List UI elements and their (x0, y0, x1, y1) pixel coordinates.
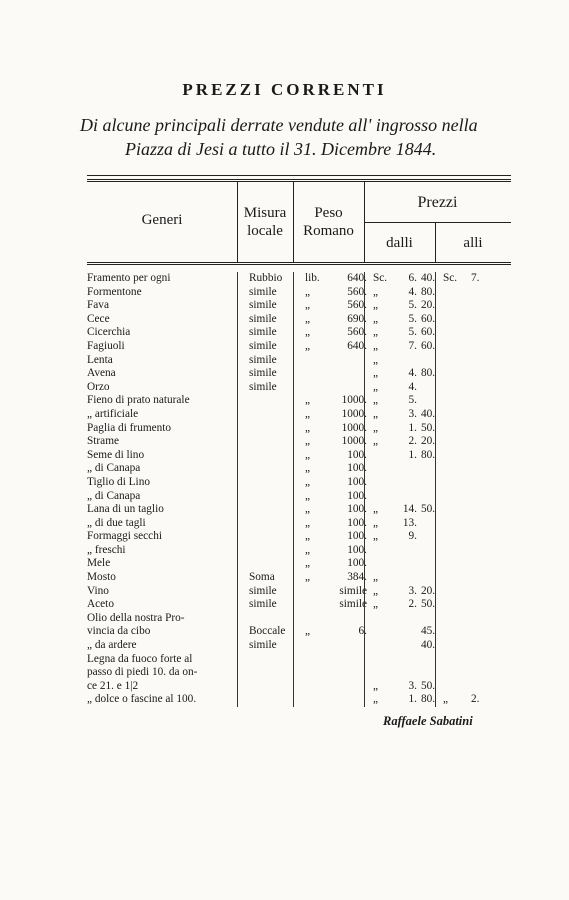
cell-dalli-scudi: 2. (408, 435, 417, 448)
table-row (87, 680, 511, 694)
cell-misura: simile (249, 339, 277, 352)
cell-peso: 560. (347, 285, 367, 298)
cell-genere: „ dolce o fascine al 100. (87, 693, 197, 706)
cell-dalli-ditto: „ (373, 584, 379, 597)
cell-dalli-baiocchi: 60. (421, 312, 436, 325)
cell-dalli-ditto: „ (373, 435, 379, 448)
cell-dalli-baiocchi: 80. (421, 285, 436, 298)
cell-genere: Vino (87, 584, 109, 597)
cell-dalli-baiocchi: 40. (421, 272, 436, 284)
cell-genere: passo di piedi 10. da on- (87, 666, 198, 679)
cell-dalli-ditto: „ (373, 407, 379, 420)
cell-peso: 560. (347, 299, 367, 312)
page-subtitle (80, 113, 520, 161)
cell-misura: simile (249, 353, 277, 366)
cell-peso-ditto: „ (305, 435, 311, 448)
header-misura-line2: locale (247, 223, 283, 239)
cell-genere: Tiglio di Lino (87, 475, 150, 488)
cell-genere: Legna da fuoco forte al (87, 652, 193, 665)
cell-peso-ditto: „ (305, 448, 311, 461)
cell-dalli-ditto: „ (373, 312, 379, 325)
cell-peso: 100. (347, 489, 367, 502)
price-table (87, 175, 511, 707)
cell-dalli-baiocchi: 40. (421, 407, 436, 420)
table-row (87, 435, 511, 449)
cell-dalli-scudi: 4. (408, 380, 417, 393)
header-prezzi: Prezzi (417, 194, 458, 211)
cell-dalli-ditto: „ (373, 679, 379, 692)
cell-dalli-baiocchi: 50. (421, 421, 436, 434)
table-row (87, 340, 511, 354)
subtitle-line-2: Piazza di Jesi a tutto il 31. Dicembre 1844. (125, 139, 437, 159)
cell-dalli-scudi: 13. (402, 516, 417, 529)
table-top-rule (87, 175, 511, 176)
cell-genere: „ freschi (87, 543, 126, 556)
table-row (87, 571, 511, 585)
cell-misura: simile (249, 639, 277, 652)
table-row (87, 422, 511, 436)
cell-genere: „ di Canapa (87, 462, 141, 475)
table-row (87, 625, 511, 639)
cell-peso-ditto: „ (305, 421, 311, 434)
cell-peso-ditto: „ (305, 543, 311, 556)
cell-genere: Paglia di frumento (87, 421, 172, 434)
cell-genere: Cece (87, 312, 110, 325)
cell-peso-ditto: „ (305, 625, 311, 638)
cell-peso: 100. (347, 462, 367, 475)
table-row (87, 598, 511, 612)
cell-alli-ditto: Sc. (443, 272, 458, 284)
cell-dalli-scudi: 2. (408, 598, 417, 611)
cell-dalli-baiocchi: 20. (421, 435, 436, 448)
signature: Raffaele Sabatini (383, 714, 473, 728)
cell-genere: Framento per ogni (87, 272, 171, 284)
cell-dalli-scudi: 4. (408, 285, 417, 298)
cell-misura: simile (249, 285, 277, 298)
header-misura (237, 204, 293, 240)
cell-dalli-scudi: 14. (402, 503, 417, 516)
cell-peso: 640. (347, 339, 367, 352)
header-peso-line2: Romano (303, 223, 354, 239)
column-rule (364, 272, 365, 707)
cell-misura: Rubbio (249, 272, 283, 284)
cell-dalli-ditto: „ (373, 693, 379, 706)
cell-peso: 640. (347, 272, 367, 284)
cell-dalli-ditto: „ (373, 516, 379, 529)
cell-peso-ditto: „ (305, 326, 311, 339)
table-row (87, 381, 511, 395)
cell-peso-ditto: „ (305, 571, 311, 584)
table-row (87, 408, 511, 422)
cell-alli-scudi: 7. (471, 272, 480, 284)
table-row (87, 367, 511, 381)
cell-dalli-ditto: „ (373, 326, 379, 339)
cell-genere: Aceto (87, 598, 114, 611)
cell-genere: Olio della nostra Pro- (87, 611, 185, 624)
cell-genere: Formaggi secchi (87, 530, 162, 543)
table-row (87, 612, 511, 626)
cell-dalli-baiocchi: 60. (421, 339, 436, 352)
cell-genere: ce 21. e 1|2 (87, 679, 139, 692)
cell-peso-ditto: „ (305, 462, 311, 475)
cell-dalli-ditto: „ (373, 421, 379, 434)
cell-peso: 100. (347, 530, 367, 543)
cell-peso: 100. (347, 503, 367, 516)
cell-misura: simile (249, 299, 277, 312)
table-row (87, 299, 511, 313)
cell-peso-ditto: lib. (305, 272, 320, 284)
subtitle-line-1: Di alcune principali derrate vendute all' ingrosso nella (80, 115, 478, 135)
table-row (87, 517, 511, 531)
cell-peso: 100. (347, 516, 367, 529)
cell-peso: 100. (347, 557, 367, 570)
cell-dalli-baiocchi: 80. (421, 448, 436, 461)
header-misura-line1: Misura (243, 205, 287, 221)
cell-peso-ditto: „ (305, 516, 311, 529)
cell-dalli-scudi: 5. (408, 326, 417, 339)
cell-genere: Orzo (87, 380, 110, 393)
cell-dalli-ditto: „ (373, 299, 379, 312)
cell-genere: Cicerchia (87, 326, 131, 339)
cell-dalli-scudi: 3. (408, 407, 417, 420)
header-dalli: dalli (386, 235, 413, 251)
cell-dalli-baiocchi: 50. (421, 503, 436, 516)
cell-dalli-ditto: Sc. (373, 272, 388, 284)
cell-genere: „ di Canapa (87, 489, 141, 502)
cell-dalli-baiocchi: 45. (421, 625, 436, 638)
cell-dalli-baiocchi: 80. (421, 367, 436, 380)
cell-peso: simile (339, 598, 367, 611)
cell-dalli-baiocchi: 60. (421, 326, 436, 339)
table-row (87, 449, 511, 463)
table-row (87, 326, 511, 340)
cell-dalli-scudi: 5. (408, 312, 417, 325)
table-row (87, 394, 511, 408)
cell-peso-ditto: „ (305, 530, 311, 543)
cell-genere: Mosto (87, 571, 116, 584)
header-peso (293, 204, 364, 240)
table-row (87, 653, 511, 667)
table-row (87, 286, 511, 300)
table-row (87, 585, 511, 599)
cell-genere: „ da ardere (87, 639, 137, 652)
cell-peso-ditto: „ (305, 489, 311, 502)
table-row (87, 490, 511, 504)
cell-dalli-ditto: „ (373, 571, 379, 584)
cell-genere: Seme di lino (87, 448, 145, 461)
cell-genere: Fava (87, 299, 109, 312)
cell-peso: 384. (347, 571, 367, 584)
cell-misura: simile (249, 598, 277, 611)
cell-dalli-baiocchi: 40. (421, 639, 436, 652)
table-row (87, 557, 511, 571)
cell-dalli-ditto: „ (373, 380, 379, 393)
cell-peso: 560. (347, 326, 367, 339)
cell-genere: Lana di un taglio (87, 503, 164, 516)
cell-dalli-scudi: 1. (408, 421, 417, 434)
cell-dalli-ditto: „ (373, 353, 379, 366)
cell-dalli-scudi: 1. (408, 448, 417, 461)
cell-alli-ditto: „ (443, 693, 449, 706)
cell-dalli-ditto: „ (373, 503, 379, 516)
table-row (87, 666, 511, 680)
cell-genere: „ artificiale (87, 407, 139, 420)
table-header (87, 182, 511, 262)
table-row (87, 530, 511, 544)
cell-peso: simile (339, 584, 367, 597)
cell-dalli-scudi: 9. (408, 530, 417, 543)
cell-misura: simile (249, 584, 277, 597)
table-row (87, 462, 511, 476)
cell-genere: Strame (87, 435, 119, 448)
cell-genere: Fagiuoli (87, 339, 125, 352)
cell-dalli-scudi: 4. (408, 367, 417, 380)
header-generi: Generi (141, 212, 183, 228)
page-title: PREZZI CORRENTI (182, 80, 387, 99)
cell-dalli-scudi: 5. (408, 299, 417, 312)
cell-dalli-scudi: 3. (408, 584, 417, 597)
cell-dalli-scudi: 7. (408, 339, 417, 352)
header-peso-line1: Peso (314, 205, 343, 221)
cell-peso: 100. (347, 543, 367, 556)
cell-dalli-baiocchi: 50. (421, 679, 436, 692)
cell-peso-ditto: „ (305, 557, 311, 570)
column-rule (237, 272, 238, 707)
cell-misura: simile (249, 326, 277, 339)
cell-peso-ditto: „ (305, 285, 311, 298)
table-row (87, 272, 511, 286)
cell-peso-ditto: „ (305, 312, 311, 325)
cell-genere: Formentone (87, 285, 142, 298)
cell-dalli-ditto: „ (373, 339, 379, 352)
cell-peso: 100. (347, 475, 367, 488)
cell-dalli-scudi: 1. (408, 693, 417, 706)
table-row (87, 693, 511, 707)
cell-genere: vincia da cibo (87, 625, 151, 638)
cell-dalli-scudi: 3. (408, 679, 417, 692)
cell-peso: 1000. (341, 407, 367, 420)
cell-peso-ditto: „ (305, 299, 311, 312)
cell-genere: Lenta (87, 353, 113, 366)
column-rule (435, 272, 436, 707)
cell-genere: Fieno di prato naturale (87, 394, 190, 407)
header-alli: alli (463, 235, 483, 251)
table-row (87, 354, 511, 368)
column-rule (293, 272, 294, 707)
cell-peso: 100. (347, 448, 367, 461)
table-body (87, 272, 511, 707)
cell-peso-ditto: „ (305, 394, 311, 407)
cell-peso: 1000. (341, 394, 367, 407)
table-row (87, 313, 511, 327)
cell-dalli-baiocchi: 50. (421, 598, 436, 611)
cell-peso: 1000. (341, 421, 367, 434)
cell-peso-ditto: „ (305, 339, 311, 352)
cell-peso-ditto: „ (305, 407, 311, 420)
cell-misura: simile (249, 380, 277, 393)
table-header-rule (87, 262, 511, 265)
cell-dalli-baiocchi: 20. (421, 584, 436, 597)
cell-genere: Mele (87, 557, 111, 570)
cell-alli-scudi: 2. (471, 693, 480, 706)
cell-dalli-ditto: „ (373, 598, 379, 611)
cell-peso: 690. (347, 312, 367, 325)
cell-peso: 1000. (341, 435, 367, 448)
table-row (87, 476, 511, 490)
cell-peso-ditto: „ (305, 503, 311, 516)
cell-misura: simile (249, 367, 277, 380)
cell-dalli-baiocchi: 80. (421, 693, 436, 706)
header-subrule (364, 222, 511, 223)
cell-dalli-baiocchi: 20. (421, 299, 436, 312)
cell-misura: Boccale (249, 625, 286, 638)
cell-genere: „ di due tagli (87, 516, 146, 529)
cell-peso-ditto: „ (305, 475, 311, 488)
cell-dalli-ditto: „ (373, 394, 379, 407)
cell-dalli-ditto: „ (373, 367, 379, 380)
cell-dalli-ditto: „ (373, 530, 379, 543)
table-row (87, 503, 511, 517)
cell-misura: simile (249, 312, 277, 325)
cell-dalli-scudi: 6. (408, 272, 417, 284)
cell-peso: 6. (358, 625, 367, 638)
cell-misura: Soma (249, 571, 275, 584)
table-row (87, 544, 511, 558)
cell-genere: Avena (87, 367, 116, 380)
cell-dalli-ditto: „ (373, 285, 379, 298)
cell-dalli-scudi: 5. (408, 394, 417, 407)
table-row (87, 639, 511, 653)
